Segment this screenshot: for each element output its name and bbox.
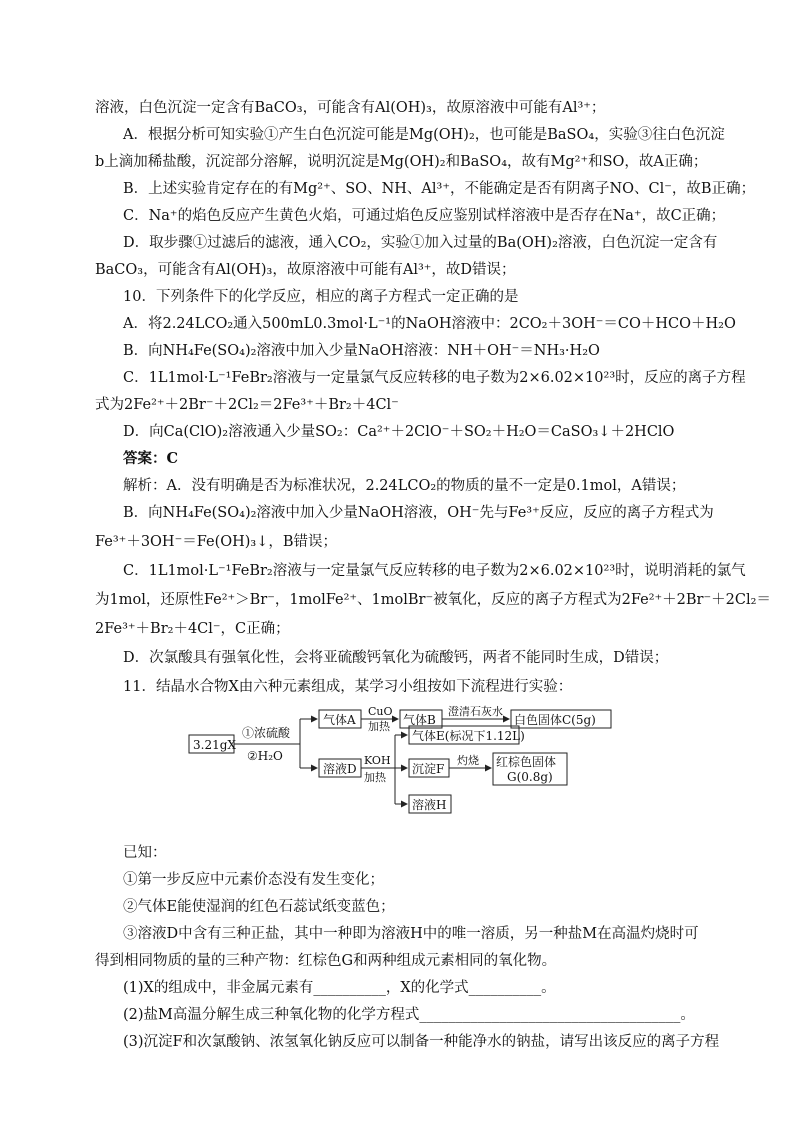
koh-label: KOH <box>364 754 391 767</box>
gas-a-label: 气体A <box>323 713 356 727</box>
analysis-b: B．向NH₄Fe(SO₄)₂溶液中加入少量NaOH溶液，OH⁻先与Fe³⁺反应，反应的离子方程式为 <box>123 505 714 521</box>
gas-e-label: 气体E(标况下1.12L) <box>412 729 525 743</box>
gas-b-label: 气体B <box>403 713 436 727</box>
solid-g-label: 红棕色固体 <box>496 755 557 769</box>
text-line: D．取步骤①过滤后的滤液，通入CO₂，实验①加入过量的Ba(OH)₂溶液，白色沉淀一定含有 <box>123 235 718 251</box>
analysis-c: C．1L1mol·L⁻¹FeBr₂溶液与一定量氯气反应转移的电子数为2×6.02×10²³时，说明消耗的氯气 <box>123 563 746 579</box>
known-item-3-cont: 得到相同物质的量的三种产物：红棕色G和两种组成元素相同的氧化物。 <box>95 953 557 969</box>
heat-label: 加热 <box>368 720 390 733</box>
text-line: b上滴加稀盐酸，沉淀部分溶解，说明沉淀是Mg(OH)₂和BaSO₄，故有Mg²⁺和SO，故A正确； <box>95 154 708 170</box>
known-item-3: ③溶液D中含有三种正盐，其中一种即为溶液H中的唯一溶质，另一种盐M在高温灼烧时可 <box>123 926 699 942</box>
option-b: B．向NH₄Fe(SO₄)₂溶液中加入少量NaOH溶液：NH＋OH⁻＝NH₃·H₂O <box>123 343 600 359</box>
option-c: C．1L1mol·L⁻¹FeBr₂溶液与一定量氯气反应转移的电子数为2×6.02×10²³时，反应的离子方程 <box>123 370 746 386</box>
answer: 答案：C <box>123 450 179 467</box>
solution-h-label: 溶液H <box>412 798 447 812</box>
text-line: C．Na⁺的焰色反应产生黄色火焰，可通过焰色反应鉴别试样溶液中是否存在Na⁺，故C正确； <box>123 208 726 224</box>
known-heading: 已知： <box>123 845 167 861</box>
known-item-1: ①第一步反应中元素价态没有发生变化； <box>123 872 384 888</box>
solid-c-label: 白色固体C(5g) <box>514 713 596 727</box>
option-d: D．向Ca(ClO)₂溶液通入少量SO₂：Ca²⁺＋2ClO⁻＋SO₂＋H₂O＝CaSO₃↓＋2HClO <box>123 424 675 440</box>
known-item-2: ②气体E能使湿润的红色石蕊试纸变蓝色； <box>123 899 395 915</box>
solid-g-mass: G(0.8g) <box>507 770 553 784</box>
experiment-flowchart <box>95 705 715 827</box>
step1-label: ①浓硫酸 <box>242 726 291 740</box>
sub-question-2: (2)盐M高温分解生成三种氧化物的化学方程式____________________________________。 <box>123 1007 695 1023</box>
analysis-a: 解析：A．没有明确是否为标准状况，2.24LCO₂的物质的量不一定是0.1mol，A错误； <box>123 478 686 494</box>
sub-question-1: (1)X的组成中，非金属元素有__________，X的化学式__________。 <box>123 980 556 996</box>
question-11-stem: 11．结晶水合物X由六种元素组成，某学习小组按如下流程进行实验： <box>123 679 573 695</box>
text-line: BaCO₃，可能含有Al(OH)₃，故原溶液中可能有Al³⁺，故D错误； <box>95 262 516 278</box>
precip-f-label: 沉淀F <box>412 762 445 776</box>
solution-d-label: 溶液D <box>323 762 357 776</box>
start-label: 3.21gX <box>193 738 236 752</box>
option-c-cont: 式为2Fe²⁺＋2Br⁻＋2Cl₂＝2Fe³⁺＋Br₂＋4Cl⁻ <box>95 397 399 413</box>
text-line: B．上述实验肯定存在的有Mg²⁺、SO、NH、Al³⁺，不能确定是否有阴离子NO、Cl⁻，故B正确； <box>123 181 756 197</box>
limewater-label: 澄清石灰水 <box>448 705 503 718</box>
analysis-d: D．次氯酸具有强氧化性，会将亚硫酸钙氧化为硫酸钙，两者不能同时生成，D错误； <box>123 650 669 666</box>
option-a: A．将2.24LCO₂通入500mL0.3mol·L⁻¹的NaOH溶液中：2CO₂＋3OH⁻＝CO＋HCO＋H₂O <box>123 316 736 332</box>
text-line: 溶液，白色沉淀一定含有BaCO₃，可能含有Al(OH)₃，故原溶液中可能有Al³⁺； <box>95 100 606 116</box>
text-line: A．根据分析可知实验①产生白色沉淀可能是Mg(OH)₂，也可能是BaSO₄，实验③往白色沉淀 <box>123 127 725 143</box>
cuo-label: CuO <box>368 705 393 718</box>
analysis-c-cont: 2Fe³⁺＋Br₂＋4Cl⁻，C正确； <box>95 621 290 637</box>
burn-label: 灼烧 <box>457 754 479 767</box>
analysis-b-cont: Fe³⁺＋3OH⁻＝Fe(OH)₃↓，B错误； <box>95 534 338 550</box>
step2-label: ②H₂O <box>247 749 283 763</box>
question-10-stem: 10．下列条件下的化学反应，相应的离子方程式一定正确的是 <box>123 289 519 305</box>
sub-question-3: (3)沉淀F和次氯酸钠、浓氢氧化钠反应可以制备一种能净水的钠盐，请写出该反应的离子方程 <box>123 1034 720 1050</box>
heat-label: 加热 <box>364 771 386 784</box>
analysis-c-cont: 为1mol，还原性Fe²⁺＞Br⁻，1molFe²⁺、1molBr⁻被氧化，反应的离子方程式为2Fe²⁺＋2Br⁻＋2Cl₂＝ <box>95 592 771 608</box>
